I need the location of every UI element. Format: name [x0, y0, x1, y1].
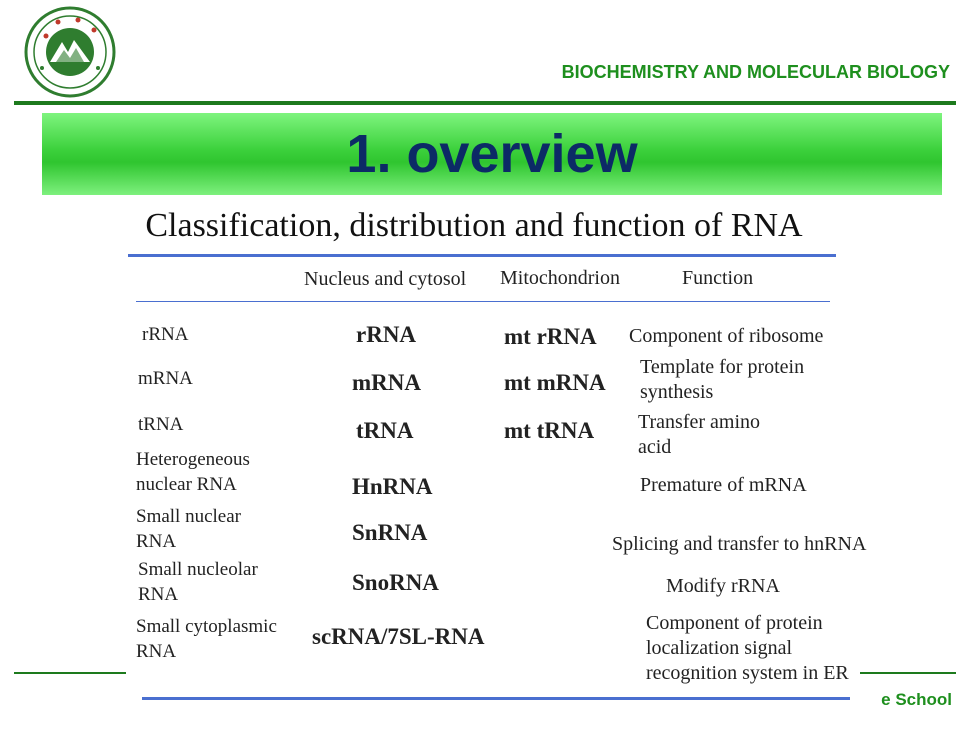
- table-bottom-rule: [142, 697, 850, 700]
- nucleus-rna-code: tRNA: [356, 418, 414, 443]
- column-header-nucleus: Nucleus and cytosol: [304, 268, 467, 290]
- function-text-line: Component of ribosome: [629, 325, 824, 347]
- nucleus-rna-code: SnRNA: [352, 520, 428, 545]
- function-text-line: Premature of mRNA: [640, 474, 807, 496]
- function-text-line: synthesis: [640, 381, 714, 403]
- row-name-line: mRNA: [138, 368, 193, 389]
- row-name-line: nuclear RNA: [136, 474, 237, 495]
- row-name-line: RNA: [136, 641, 177, 662]
- header-title: BIOCHEMISTRY AND MOLECULAR BIOLOGY: [561, 62, 950, 82]
- footer-school-text: e School: [881, 690, 952, 709]
- column-header-function: Function: [682, 267, 754, 289]
- footer-divider-right: [860, 672, 956, 674]
- mito-rna-code: mt mRNA: [504, 370, 606, 395]
- row-name-line: RNA: [136, 531, 177, 552]
- row-name-line: Small nuclear: [136, 506, 241, 527]
- mito-rna-code: mt tRNA: [504, 418, 595, 443]
- function-text-line: Modify rRNA: [666, 575, 780, 597]
- function-text-line: Transfer amino: [638, 411, 761, 433]
- footer-divider-left: [14, 672, 126, 674]
- function-text-line: Template for protein: [640, 356, 805, 378]
- row-name-line: rRNA: [142, 324, 189, 345]
- mito-rna-code: mt rRNA: [504, 324, 597, 349]
- nucleus-rna-code: HnRNA: [352, 474, 433, 499]
- function-text-line: recognition system in ER: [646, 662, 849, 684]
- row-name-line: tRNA: [138, 414, 184, 435]
- row-name-line: Heterogeneous: [136, 449, 250, 470]
- table-header-rule: [136, 301, 830, 302]
- row-name-line: Small cytoplasmic: [136, 616, 277, 637]
- row-name-line: Small nucleolar: [138, 559, 258, 580]
- table-top-rule: [128, 254, 836, 257]
- column-header-mitochondrion: Mitochondrion: [500, 267, 620, 289]
- function-text-line: acid: [638, 436, 672, 458]
- nucleus-rna-code: SnoRNA: [352, 570, 439, 595]
- function-text-line: Splicing and transfer to hnRNA: [612, 533, 867, 555]
- nucleus-rna-code: rRNA: [356, 322, 417, 347]
- function-text-line: localization signal: [646, 637, 793, 659]
- slide-subtitle: Classification, distribution and function of RNA: [145, 207, 803, 244]
- nucleus-rna-code: mRNA: [352, 370, 421, 395]
- nucleus-rna-code: scRNA/7SL-RNA: [312, 624, 485, 649]
- row-name-line: RNA: [138, 584, 179, 605]
- slide-title: 1. overview: [346, 124, 638, 184]
- function-text-line: Component of protein: [646, 612, 823, 634]
